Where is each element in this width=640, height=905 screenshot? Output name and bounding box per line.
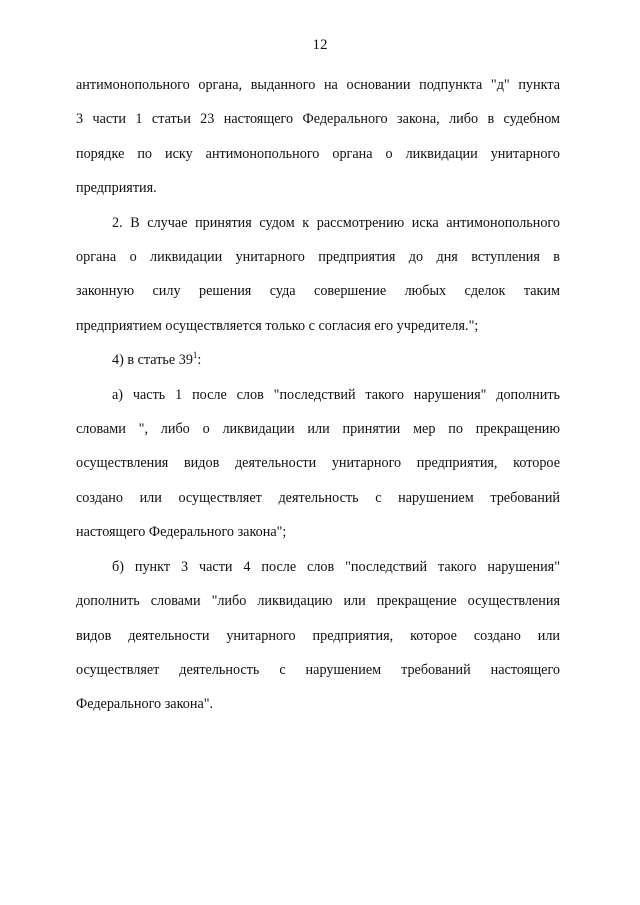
text-line: словами ", либо о ликвидации или принятии мер по прекращению [76,421,560,438]
text-line: осуществления видов деятельности унитарного предприятия, которое [76,455,560,472]
paragraph-continuation [76,68,560,206]
text-line: настоящего Федерального закона"; [76,524,287,541]
text-line: порядке по иску антимонопольного органа о ликвидации унитарного [76,145,560,162]
text-line: 3 части 1 статьи 23 настоящего Федерального закона, либо в судебном [76,111,560,128]
text-line: законную силу решения суда совершение любых сделок таким [76,283,560,300]
item-4-superscript: 1 [192,350,198,361]
text-line: органа о ликвидации унитарного предприятия до дня вступления в [76,249,560,266]
text-line: предприятия. [76,180,157,197]
item-4-suffix: : [197,352,202,369]
paragraph-subitem-a [76,378,560,550]
text-line: 2. В случае принятия судом к рассмотрению иска антимонопольного [112,214,560,231]
paragraph-item-4 [76,343,560,377]
text-line: осуществляет деятельность с нарушением требований настоящего [76,661,560,678]
text-line: видов деятельности унитарного предприятия, которое создано или [76,627,560,644]
text-line: создано или осуществляет деятельность с нарушением требований [76,489,560,506]
paragraph-clause-2 [76,206,560,344]
page-number: 12 [312,37,328,53]
paragraph-subitem-b [76,550,560,722]
text-line: Федерального закона". [76,696,214,713]
item-4-text: 4) в статье 39 [112,352,193,369]
text-line: а) часть 1 после слов "последствий такого нарушения" дополнить [112,386,560,403]
text-line: антимонопольного органа, выданного на основании подпункта "д" пункта [76,77,560,93]
text-line: предприятием осуществляется только с согласия его учредителя."; [76,317,479,334]
document-body [76,68,560,722]
text-line: дополнить словами "либо ликвидацию или прекращение осуществления [76,593,560,610]
text-line: б) пункт 3 части 4 после слов "последствий такого нарушения" [112,558,560,575]
